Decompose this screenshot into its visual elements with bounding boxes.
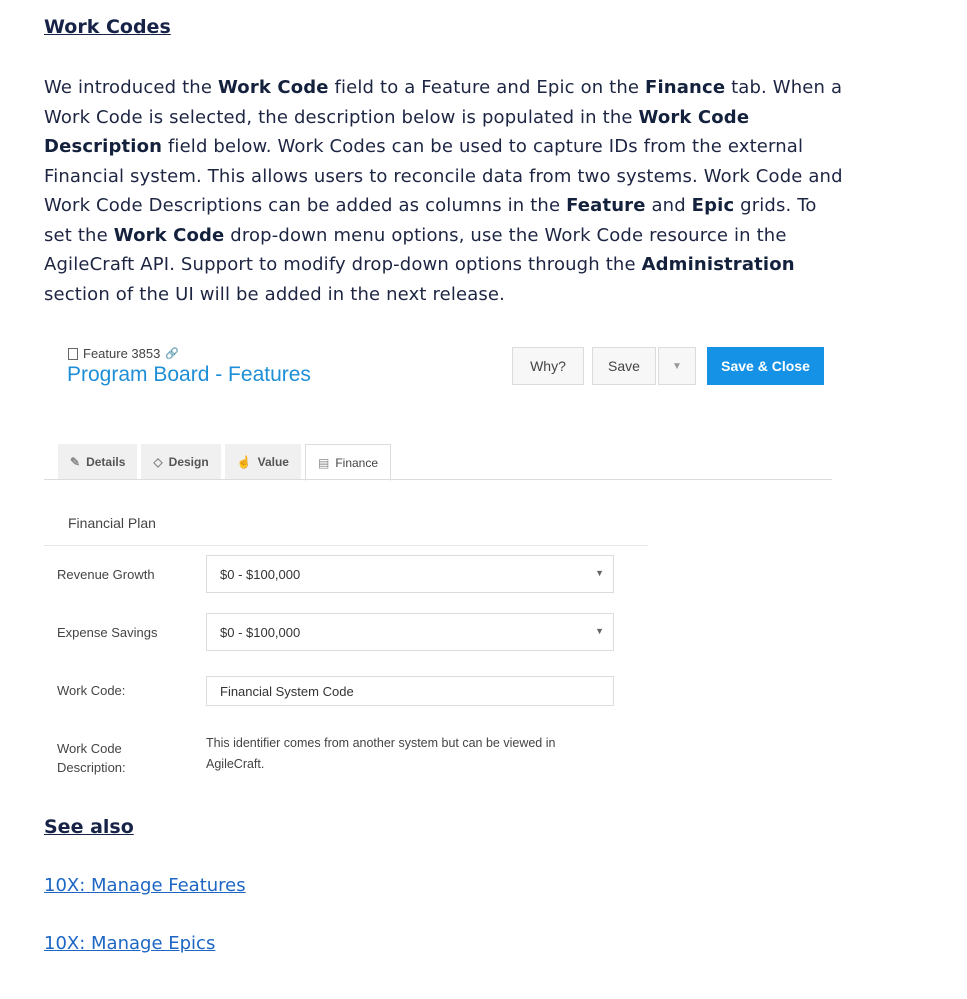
tab-label: Finance bbox=[335, 455, 379, 470]
revenue-growth-value: $0 - $100,000 bbox=[220, 566, 301, 582]
embedded-screenshot bbox=[44, 330, 834, 790]
document-icon bbox=[68, 348, 78, 360]
work-code-input[interactable] bbox=[206, 676, 614, 706]
board-title: Program Board - Features bbox=[67, 363, 311, 386]
label-line: Work Code bbox=[57, 741, 122, 756]
revenue-growth-label: Revenue Growth bbox=[57, 567, 155, 582]
save-close-button[interactable]: Save & Close bbox=[707, 347, 824, 385]
work-code-description-label bbox=[57, 739, 126, 777]
chevron-down-icon: ▼ bbox=[595, 568, 604, 578]
tab-label: Details bbox=[86, 454, 126, 469]
expense-savings-label: Expense Savings bbox=[57, 625, 158, 640]
link-manage-features[interactable]: 10X: Manage Features bbox=[44, 875, 246, 896]
section-heading-work-codes: Work Codes bbox=[44, 16, 171, 38]
thumbs-up-icon: ☝ bbox=[236, 454, 252, 469]
chevron-down-icon: ▼ bbox=[672, 360, 682, 372]
tab-value[interactable] bbox=[225, 444, 301, 479]
save-dropdown-button[interactable] bbox=[658, 347, 696, 385]
money-icon: ▤ bbox=[317, 455, 330, 470]
tab-details[interactable] bbox=[58, 444, 137, 479]
desc-line: AgileCraft. bbox=[206, 757, 265, 771]
expense-savings-value: $0 - $100,000 bbox=[220, 624, 301, 640]
work-code-value: Financial System Code bbox=[220, 683, 354, 699]
tab-label: Value bbox=[257, 454, 289, 469]
intro-paragraph: We introduced the Work Code field to a Feature and Epic on the Finance tab. When a Work Code is selected, the description below is populated in the Work Code Description field below. Work Codes can be used to capture IDs from the external Financial system. This allows users to reconcile data from two systems. Work Code and Work Code Descriptions can be added as columns in the Feature and Epic grids. To set the Work Code drop-down menu options, use the Work Code resource in the AgileCraft API. Support to modify drop-down options through the Administration section of the UI will be added in the next release. bbox=[44, 77, 843, 305]
diamond-icon: ◇ bbox=[153, 454, 163, 469]
why-button[interactable]: Why? bbox=[512, 347, 584, 385]
see-also-heading: See also bbox=[44, 816, 134, 838]
work-code-label: Work Code: bbox=[57, 683, 126, 698]
work-code-description-value bbox=[206, 733, 626, 775]
financial-plan-title: Financial Plan bbox=[68, 515, 156, 531]
chevron-down-icon: ▼ bbox=[595, 626, 604, 636]
tab-label: Design bbox=[168, 454, 209, 469]
feature-label bbox=[68, 346, 179, 361]
tab-finance[interactable] bbox=[305, 444, 391, 481]
pencil-icon: ✎ bbox=[70, 454, 81, 469]
tab-design[interactable] bbox=[141, 444, 220, 479]
tab-divider bbox=[44, 479, 832, 480]
label-line: Description: bbox=[57, 760, 126, 775]
desc-line: This identifier comes from another system but can be viewed in bbox=[206, 736, 556, 750]
link-manage-epics[interactable]: 10X: Manage Epics bbox=[44, 933, 216, 954]
save-button[interactable]: Save bbox=[592, 347, 656, 385]
link-icon[interactable]: 🔗 bbox=[165, 348, 180, 360]
section-divider bbox=[44, 545, 648, 546]
tab-bar bbox=[58, 444, 395, 480]
feature-id: Feature 3853 bbox=[83, 346, 161, 361]
expense-savings-select[interactable] bbox=[206, 613, 614, 651]
revenue-growth-select[interactable] bbox=[206, 555, 614, 593]
